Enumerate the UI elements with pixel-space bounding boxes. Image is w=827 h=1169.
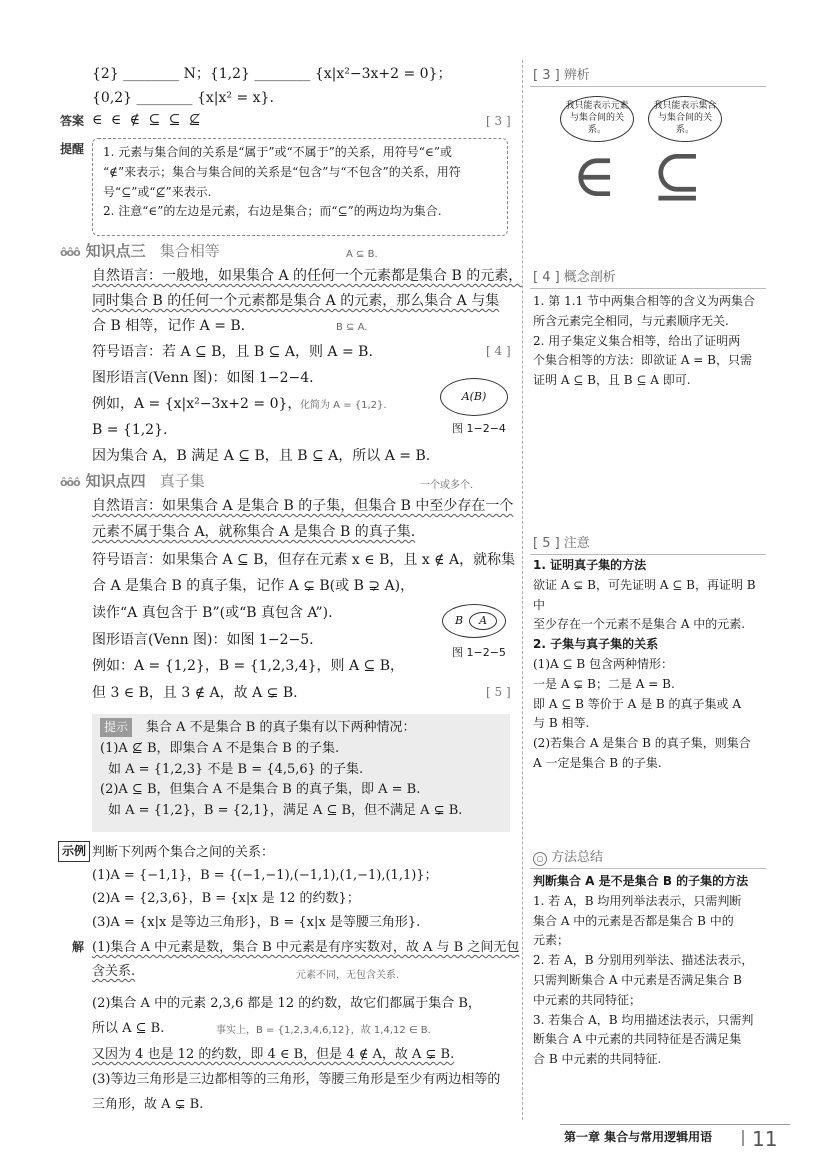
hint-line: 如 A = {1,2}，B = {2,1}，满足 A ⊆ B，但不满足 A ⊊ B.	[108, 803, 463, 819]
sidebar-line: 2. 若 A，B 分别用列举法、描述法表示，	[533, 953, 754, 968]
section4-title: 知识点四	[85, 472, 146, 490]
hint-line: 提示 集合 A 不是集合 B 的真子集有以下两种情况：	[100, 718, 502, 739]
section3-heading	[60, 240, 220, 263]
sidebar-line: (1)A ⊆ B 包含两种情形：	[533, 656, 673, 671]
footer-divider	[742, 1130, 744, 1146]
solution-line: (3)等边三角形是三边都相等的三角形，等腰三角形是至少有两边相等的	[92, 1072, 501, 1087]
section3-line: 同时集合 B 的任何一个元素都是集合 A 的元素，那么集合 A 与集	[92, 293, 500, 309]
sidebar-line: 一是 A ⊊ B；二是 A = B.	[533, 676, 675, 691]
sidebar-line: 断集合 A 中元素的共同特征是否满足集	[533, 1032, 742, 1047]
reminder-box	[92, 138, 508, 236]
section3-line: 图形语言(Venn 图)：如图 1−2−4.	[92, 370, 314, 386]
sidebar-line: 3. 若集合 A，B 均用描述法表示，只需判	[533, 1012, 754, 1027]
chapter-title: 第一章 集合与常用逻辑用语	[564, 1130, 713, 1144]
hint-line: 如 A = {1,2,3} 不是 B = {4,5,6} 的子集.	[108, 761, 364, 777]
sidebar-rule	[530, 86, 766, 87]
sidebar-s4-body	[533, 292, 763, 391]
method-title: 判断集合 A 是不是集合 B 的子集的方法	[533, 874, 749, 888]
reminder-line: 号“⊆”或“⊈”来表示.	[103, 184, 212, 199]
hint-box	[92, 714, 510, 832]
sidebar-head-4: [ 4 ] 概念剖析	[533, 270, 616, 285]
solution-line: (2)集合 A 中的元素 2,3,6 都是 12 的约数，故它们都属于集合 B，	[92, 996, 481, 1011]
answer-values: ∈ ∈ ∉ ⊆ ⊆ ⊈	[92, 112, 203, 128]
venn-diagram-proper	[442, 604, 506, 638]
drops-icon: ôôô	[60, 246, 80, 259]
section3-line: 合 B 相等，记作 A = B.	[92, 318, 246, 334]
sidebar-rule	[530, 868, 766, 869]
sidebar-method-body	[533, 872, 763, 1070]
sidebar-line: 1. 若 A，B 均用列举法表示，只需判断	[533, 893, 742, 908]
sidebar-subhead: 2. 子集与真子集的关系	[533, 637, 659, 652]
hint-line: (2)A ⊆ B，但集合 A 不是集合 B 的真子集，即 A = B.	[100, 782, 421, 798]
sidebar-line: 1. 第 1.1 节中两集合相等的含义为两集合	[533, 294, 755, 308]
sidebar-head-5: [ 5 ] 注意	[533, 536, 590, 551]
section3-line: 例如，A = {x|x²−3x+2 = 0}，	[92, 396, 302, 412]
column-divider	[522, 60, 523, 1120]
subset-symbol-icon: ⊆	[652, 141, 703, 211]
figure-caption: 图 1−2−5	[452, 646, 506, 659]
solution-line: 所以 A ⊆ B.	[92, 1021, 165, 1036]
element-of-symbol-icon: ∈	[572, 141, 617, 211]
hint-line: (1)A ⊈ B，即集合 A 不是集合 B 的子集.	[100, 740, 340, 756]
sidebar-s5-body	[533, 556, 763, 774]
sidebar-rule	[530, 288, 766, 289]
hand-note: 元素不同，无包含关系.	[296, 970, 400, 981]
sidebar-line: 所含元素完全相同，与元素顺序无关.	[533, 313, 729, 328]
hand-note: 一个或多个.	[420, 480, 474, 491]
section3-title: 知识点三	[85, 242, 146, 260]
section3-line: 自然语言：一般地，如果集合 A 的任何一个元素都是集合 B 的元素，	[92, 268, 523, 284]
venn-inner-label: A	[479, 614, 488, 628]
venn-outer-label: B	[455, 614, 464, 628]
sidebar-line: 2. 用子集定义集合相等，给出了证明两	[533, 333, 741, 348]
venn-label: A(B)	[461, 390, 487, 404]
hand-note: A ⊆ B.	[346, 249, 378, 260]
reminder-label: 提醒	[60, 142, 85, 156]
section4-marker: [ 5 ]	[486, 685, 511, 699]
section4-heading	[60, 470, 205, 493]
venn-inner	[469, 612, 497, 630]
hand-note: 化简为 A = {1,2}.	[300, 400, 387, 411]
section3-line: B = {1,2}.	[92, 422, 168, 438]
answer-marker: [ 3 ]	[486, 114, 511, 128]
sidebar-line: 集合 A 中的元素是否都是集合 B 中的	[533, 913, 734, 928]
drops-icon: ôôô	[60, 476, 80, 489]
solution-line: 又因为 4 也是 12 的约数，即 4 ∈ B，但是 4 ∉ A，故 A ⊊ B.	[92, 1047, 455, 1062]
reminder-line: “∉”来表示；集合与集合间的关系是“包含”与“不包含”的关系，用符	[103, 164, 461, 179]
sidebar-head-3: [ 3 ] 辨析	[533, 68, 590, 83]
sidebar-line: 欲证 A ⊊ B，可先证明 A ⊆ B，再证明 B 中	[533, 577, 756, 612]
example-question: 判断下列两个集合之间的关系：	[92, 845, 275, 860]
sidebar-line: 与 B 相等.	[533, 716, 590, 731]
sidebar-line: 元素；	[533, 933, 570, 948]
page-footer	[520, 1124, 790, 1152]
section4-line: 例如：A = {1,2}，B = {1,2,3,4}，则 A ⊆ B，	[92, 658, 405, 674]
reminder-line: 2. 注意“∈”的左边是元素，右边是集合；而“⊆”的两边均为集合.	[103, 204, 442, 219]
section4-name: 真子集	[159, 472, 205, 490]
section4-line: 元素不属于集合 A，就称集合 A 是集合 B 的真子集.	[92, 524, 416, 540]
sidebar-line: A 一定是集合 B 的子集.	[533, 755, 662, 770]
sidebar-line: 证明 A ⊆ B，且 B ⊆ A 即可.	[533, 373, 691, 388]
fill-in-line-1: {2} ________ N；{1,2} ________ {x|x²−3x+2 = 0}；	[92, 66, 452, 82]
section3-name: 集合相等	[159, 242, 220, 260]
section4-line: 图形语言(Venn 图)：如图 1−2−5.	[92, 632, 314, 648]
sidebar-rule	[530, 554, 766, 555]
solution-line: 三角形，故 A ⊊ B.	[92, 1097, 204, 1112]
example-item: (3)A = {x|x 是等边三角形}，B = {x|x 是等腰三角形}.	[92, 915, 421, 930]
fill-in-line-2: {0,2} ________ {x|x² = x}.	[92, 90, 274, 106]
solution-line: (1)集合 A 中元素是数，集合 B 中元素是有序实数对，故 A 与 B 之间无包	[92, 940, 520, 955]
section3-line: 符号语言：若 A ⊆ B，且 B ⊆ A，则 A = B.	[92, 344, 373, 360]
figure-caption: 图 1−2−4	[452, 422, 506, 435]
solution-line: 含关系.	[92, 964, 136, 979]
method-icon: ○	[533, 852, 547, 866]
section3-line: 因为集合 A，B 满足 A ⊆ B，且 B ⊆ A，所以 A = B.	[92, 448, 431, 464]
solution-tag: 解	[72, 940, 85, 954]
reminder-line: 1. 元素与集合间的关系是“属于”或“不属于”的关系，用符号“∈”或	[103, 145, 452, 159]
section4-line: 符号语言：如果集合 A ⊆ B，但存在元素 x ∈ B，且 x ∉ A，就称集	[92, 552, 516, 568]
example-item: (2)A = {2,3,6}，B = {x|x 是 12 的约数}；	[92, 891, 360, 906]
sidebar-method-head: ○ 方法总结	[533, 848, 603, 868]
page-number: 11	[752, 1127, 778, 1151]
example-item: (1)A = {−1,1}，B = {(−1,−1),(−1,1),(1,−1),(1,1)}；	[92, 868, 438, 883]
hand-note: B ⊆ A.	[336, 322, 368, 333]
sidebar-line: (2)若集合 A 是集合 B 的真子集，则集合	[533, 736, 751, 751]
section4-line: 读作“A 真包含于 B”(或“B 真包含 A”).	[92, 605, 333, 621]
section4-line: 合 A 是集合 B 的真子集，记作 A ⊊ B(或 B ⊋ A)，	[92, 578, 415, 594]
speech-bubble-right: 我只能表示集合与集合间的关系。	[648, 96, 722, 142]
sidebar-line: 合 B 中元素的共同特征.	[533, 1052, 662, 1067]
speech-bubble-left: 我只能表示元素与集合间的关系。	[560, 96, 634, 142]
hint-tag: 提示	[100, 718, 132, 737]
sidebar-line: 中元素的共同特征；	[533, 992, 642, 1007]
sidebar-line: 至少存在一个元素不是集合 A 中的元素.	[533, 617, 746, 632]
sidebar-subhead: 1. 证明真子集的方法	[533, 558, 647, 572]
sidebar-line: 即 A ⊆ B 等价于 A 是 B 的真子集或 A	[533, 696, 742, 711]
example-tag: 示例	[58, 841, 90, 862]
hand-note: 事实上，B = {1,2,3,4,6,12}，故 1,4,12 ∈ B.	[216, 1025, 431, 1036]
answer-label: 答案	[60, 114, 85, 128]
section3-marker: [ 4 ]	[486, 344, 511, 358]
sidebar-line: 只需判断集合 A 中元素是否满足集合 B	[533, 972, 742, 987]
sidebar-line: 个集合相等的方法：即欲证 A = B，只需	[533, 353, 752, 368]
section4-line: 自然语言：如果集合 A 是集合 B 的子集，但集合 B 中至少存在一个	[92, 498, 514, 514]
venn-diagram-equal	[440, 378, 508, 416]
section4-line: 但 3 ∈ B，且 3 ∉ A，故 A ⊊ B.	[92, 685, 298, 701]
